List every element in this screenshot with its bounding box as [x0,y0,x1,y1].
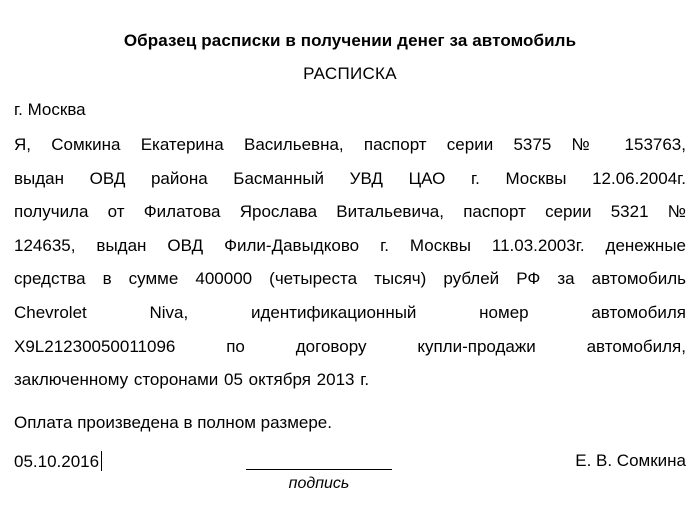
signature-line [246,469,392,470]
payment-note: Оплата произведена в полном размере. [14,413,332,432]
body-line: Я, Сомкина Екатерина Васильевна, паспорт серии 5375 № 153763, [14,135,686,154]
city-line: г. Москва [14,100,86,119]
date-text: 05.10.2016 [14,452,100,471]
text-cursor [101,451,102,471]
signer-name: Е. В. Сомкина [575,451,686,470]
body-line: заключенному сторонами 05 октября 2013 г. [14,370,370,390]
body-line: Chevrolet Niva, идентификационный номер автомобиля [14,302,686,322]
body-line: X9L21230050011096 по договору купли-продажи автомобиля, [14,336,686,356]
body-line: 124635, выдан ОВД Фили-Давыдково г. Москвы 11.03.2003г. денежные [14,235,686,255]
body-line: получила от Филатова Ярослава Витальевича, паспорт серии 5321 № [14,202,686,222]
body-line: выдан ОВД района Басманный УВД ЦАО г. Москвы 12.06.2004г. [14,168,686,188]
body-line: средства в сумме 400000 (четыреста тысяч) рублей РФ за автомобиль [14,269,686,289]
document-heading: РАСПИСКА [303,64,397,83]
receipt-body [14,134,686,403]
date-field[interactable] [14,451,102,472]
signature-caption: подпись [288,475,350,492]
document-title: Образец расписки в получении денег за автомобиль [123,31,577,50]
